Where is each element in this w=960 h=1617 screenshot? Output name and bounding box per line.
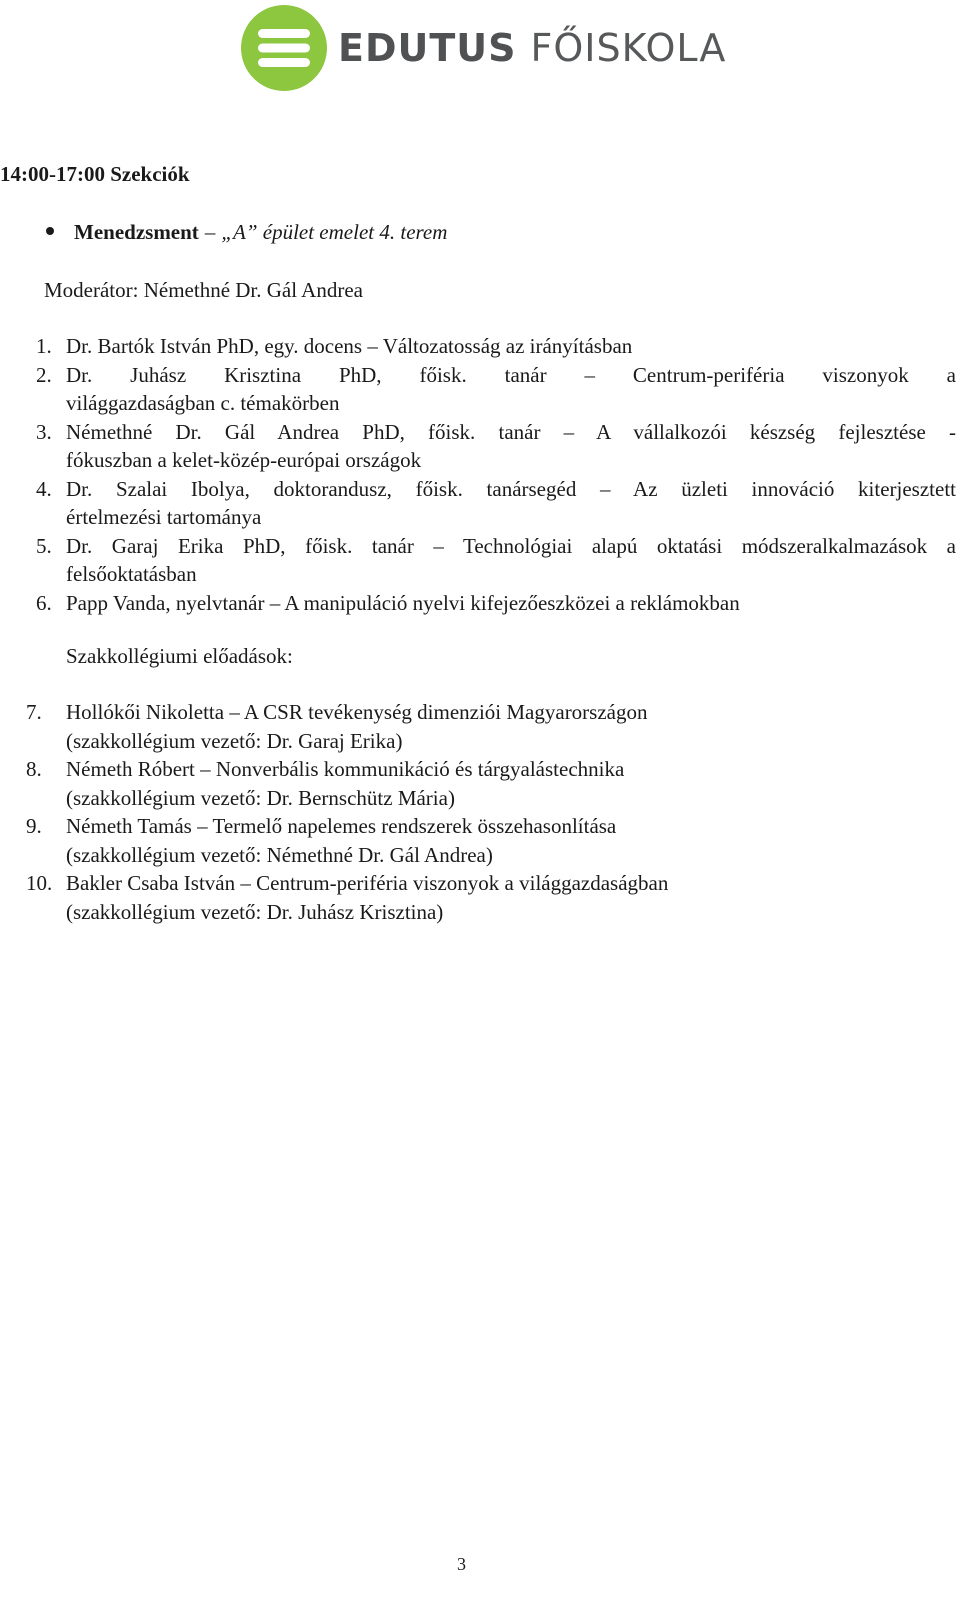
- student-talk-list: [26, 698, 946, 926]
- talk-number: 3.: [36, 419, 52, 444]
- list-item: [36, 475, 956, 532]
- track-name: Menedzsment: [74, 220, 199, 244]
- talk-number: 5.: [36, 533, 52, 558]
- talk-line: Némethné Dr. Gál Andrea PhD, főisk. tanár – A vállalkozói készség fejlesztése -: [66, 419, 956, 444]
- talk-line: Dr. Szalai Ibolya, doktorandusz, főisk. tanársegéd – Az üzleti innováció kiterjesztett: [66, 476, 956, 501]
- talk-text: [66, 812, 946, 869]
- talk-line: (szakkollégium vezető: Dr. Juhász Krisztina): [66, 899, 444, 924]
- talk-text: [66, 475, 956, 532]
- talk-number-text: 9.: [26, 814, 42, 838]
- list-item: [36, 589, 956, 618]
- logo-name-bold: EDUTUS: [338, 25, 517, 70]
- list-item: [26, 812, 946, 869]
- list-item: [36, 361, 956, 418]
- talk-text: [66, 361, 956, 418]
- talk-line: Hollókői Nikoletta – A CSR tevékenység dimenziói Magyarországon: [66, 700, 648, 724]
- talk-number: 4.: [36, 476, 52, 501]
- edutus-logo: [240, 4, 726, 92]
- talk-line: (szakkollégium vezető: Dr. Bernschütz Mária): [66, 785, 455, 810]
- talk-number: [26, 698, 66, 755]
- list-item: [36, 418, 956, 475]
- talk-line: világgazdaságban c. témakörben: [66, 391, 340, 415]
- talk-number: [26, 812, 66, 869]
- list-item: [26, 698, 946, 755]
- talk-line: fókuszban a kelet-közép-európai országok: [66, 448, 422, 472]
- talk-number: 1.: [36, 334, 52, 358]
- page-number: 3: [457, 1554, 466, 1574]
- talk-line: Bakler Csaba István – Centrum-periféria viszonyok a világgazdaságban: [66, 871, 669, 895]
- talk-number: [26, 755, 66, 812]
- talk-number-text: 7.: [26, 700, 42, 724]
- talk-text: [66, 589, 956, 618]
- talk-number: [26, 869, 66, 926]
- talk-line: Németh Tamás – Termelő napelemes rendszerek összehasonlítása: [66, 814, 617, 838]
- talk-number-text: 10.: [26, 871, 53, 895]
- moderator-line: Moderátor: Némethné Dr. Gál Andrea: [44, 278, 363, 302]
- list-item: [26, 869, 946, 926]
- list-item: [36, 532, 956, 589]
- talk-number: 2.: [36, 362, 52, 387]
- talk-text: [66, 418, 956, 475]
- session-time-heading: 14:00-17:00 Szekciók: [0, 162, 190, 186]
- talk-list: [36, 332, 956, 617]
- talk-text: [66, 332, 956, 361]
- talk-number-text: 8.: [26, 757, 42, 781]
- track-separator: –: [204, 220, 216, 244]
- track-bullet-item: [46, 218, 447, 247]
- talk-line: (szakkollégium vezető: Dr. Garaj Erika): [66, 728, 403, 753]
- talk-line: Németh Róbert – Nonverbális kommunikáció és tárgyalástechnika: [66, 757, 625, 781]
- edutus-logo-mark-icon: [240, 4, 328, 92]
- list-item: [26, 755, 946, 812]
- talk-number: 6.: [36, 590, 52, 615]
- logo-name-light: FŐISKOLA: [530, 25, 727, 70]
- talk-line: felsőoktatásban: [66, 562, 197, 586]
- logo-wordmark: [338, 25, 727, 70]
- talk-line: Dr. Garaj Erika PhD, főisk. tanár – Technológiai alapú oktatási módszeralkalmazások a: [66, 533, 956, 558]
- talk-text: [66, 698, 946, 755]
- talk-text: [66, 869, 946, 926]
- list-item: [36, 332, 956, 361]
- bullet-icon: [46, 227, 54, 235]
- student-talks-heading: Szakkollégiumi előadások:: [66, 644, 293, 668]
- track-room: „A” épület emelet 4. terem: [221, 220, 448, 244]
- talk-text: [66, 532, 956, 589]
- talk-line: Dr. Bartók István PhD, egy. docens – Változatosság az irányításban: [66, 334, 633, 358]
- talk-text: [66, 755, 946, 812]
- talk-line: (szakkollégium vezető: Némethné Dr. Gál Andrea): [66, 842, 493, 867]
- talk-line: Papp Vanda, nyelvtanár – A manipuláció nyelvi kifejezőeszközei a reklámokban: [66, 590, 740, 615]
- talk-line: Dr. Juhász Krisztina PhD, főisk. tanár – Centrum-periféria viszonyok a: [66, 362, 956, 387]
- talk-line: értelmezési tartománya: [66, 505, 262, 529]
